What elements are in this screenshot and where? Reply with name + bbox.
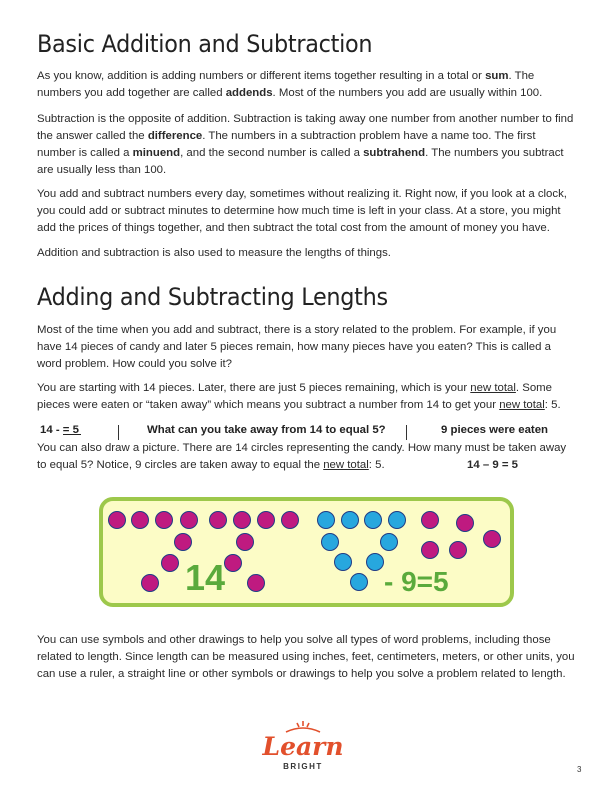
- figure-subtraction-label: - 9=5: [384, 566, 449, 597]
- removed-candy-circle: [388, 511, 406, 529]
- removed-candy-circle: [364, 511, 382, 529]
- paragraph-subtraction: Subtraction is the opposite of addition. Subtraction is taking away one number from another number to find the answer called the difference. The numbers in a subtraction problem have a name too. The first number is called a minuend, and the second number is called a subtrahend. The numbers you subtract are usually less than 100.: [37, 113, 574, 176]
- removed-candy-circle: [341, 511, 359, 529]
- divider-bar: [118, 425, 119, 440]
- removed-candy-circle: [321, 533, 339, 551]
- section-title-basic: Basic Addition and Subtraction: [37, 30, 373, 58]
- equation-left: 14 - = 5: [40, 424, 79, 436]
- equation-result: 14 – 9 = 5: [467, 459, 518, 471]
- candy-circle: [180, 511, 198, 529]
- logo-subword: BRIGHT: [283, 762, 323, 771]
- paragraph-draw-picture: You can also draw a picture. There are 14 circles representing the candy. How many must be taken away to equal 5? Notice, 9 circles are taken away to equal the new total: 5. 14 – 9 = 5: [37, 440, 577, 474]
- paragraph-everyday: You add and subtract numbers every day, sometimes without realizing it. Right now, if you look at a clock, you could add or subtract minutes to determine how much time is left in your class. At a store, you might add the prices of things together, and then subtract the total cost from the amount of money you have.: [37, 188, 567, 234]
- candy-circle: [209, 511, 227, 529]
- candy-circle: [257, 511, 275, 529]
- candy-circle: [233, 511, 251, 529]
- divider-bar: [406, 425, 407, 440]
- paragraph-symbols: You can use symbols and other drawings to help you solve all types of word problems, including those related to length. Since length can be measured using inches, feet, centimeters, meters, or other units, you can use a ruler, a straight line or other symbols or drawings to help you solve a problem related to length.: [37, 634, 575, 680]
- removed-candy-circle: [334, 553, 352, 571]
- paragraph-word-problem: Most of the time when you add and subtract, there is a story related to the problem. For example, if you have 14 pieces of candy and later 5 pieces remain, how many pieces have you eaten? This is called a word problem. How could you solve it?: [37, 324, 557, 370]
- equation-question: What can you take away from 14 to equal 5?: [147, 424, 386, 436]
- removed-candy-circle: [366, 553, 384, 571]
- paragraph-new-total: You are starting with 14 pieces. Later, there are just 5 pieces remaining, which is your new total. Some pieces were eaten or “taken away” which means you subtract a number from 14 to get your new total: 5.: [37, 382, 561, 411]
- candy-circle: [141, 574, 159, 592]
- candy-circle: [236, 533, 254, 551]
- candy-circle: [449, 541, 467, 559]
- removed-candy-circle: [380, 533, 398, 551]
- candy-circle: [161, 554, 179, 572]
- logo-spark-icon: [297, 721, 309, 727]
- equation-answer: 9 pieces were eaten: [441, 424, 549, 436]
- candy-circle: [131, 511, 149, 529]
- learn-bright-logo: [248, 718, 358, 774]
- candy-circle: [281, 511, 299, 529]
- candy-circle: [483, 530, 501, 548]
- candy-circle: [421, 511, 439, 529]
- candy-circle: [247, 574, 265, 592]
- candy-circle: [174, 533, 192, 551]
- figure-starting-number: 14: [185, 557, 226, 598]
- logo-word: Learn: [262, 732, 344, 761]
- candy-circle: [155, 511, 173, 529]
- page-number: 3: [577, 765, 582, 774]
- section-title-lengths: Adding and Subtracting Lengths: [37, 283, 388, 311]
- removed-candy-circle: [350, 573, 368, 591]
- removed-candy-circle: [317, 511, 335, 529]
- candy-circle: [456, 514, 474, 532]
- paragraph-lengths-intro: Addition and subtraction is also used to measure the lengths of things.: [37, 247, 391, 259]
- candy-circle: [108, 511, 126, 529]
- paragraph-addition: As you know, addition is adding numbers or different items together resulting in a total or sum. The numbers you add together are called addends. Most of the numbers you add are usually within 100.: [37, 70, 543, 99]
- blank-line: [63, 424, 81, 435]
- candy-circle: [421, 541, 439, 559]
- candy-circle: [224, 554, 242, 572]
